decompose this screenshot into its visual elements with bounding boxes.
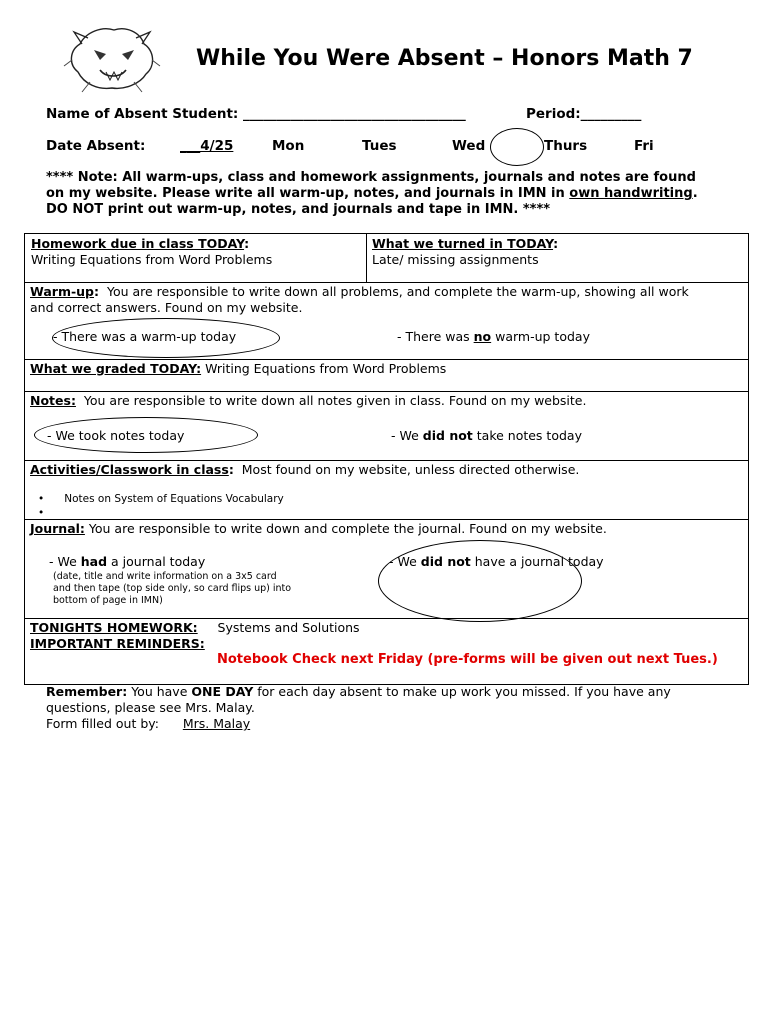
journal-label: Journal: [30, 521, 85, 536]
graded-label: What we graded TODAY: [30, 361, 202, 376]
note-line-2-end: . [692, 186, 698, 201]
journal-circle [378, 540, 582, 622]
journal-hint-2: and then tape (top side only, so card flips up) into [53, 583, 292, 594]
remember-line [46, 684, 746, 700]
activity-item: • Notes on System of Equations Vocabulary [38, 493, 284, 505]
activity-item: • [38, 507, 48, 519]
activity-item-text: Notes on System of Equations Vocabulary [64, 493, 284, 505]
form-filled-value: Mrs. Malay [182, 716, 251, 731]
remember-label: Remember: [46, 684, 128, 699]
student-name-field: Name of Absent Student: _________________________________ [46, 106, 466, 122]
notes-no-b: did not [422, 428, 473, 443]
warmup-text-1: You are responsible to write down all problems, and complete the warm-up, showing all work [106, 284, 689, 299]
tonight-value: Systems and Solutions [217, 620, 360, 635]
turned-in-label: What we turned in TODAY [372, 236, 554, 251]
journal-option-yes [49, 554, 205, 569]
homework-due-label: Homework due in class TODAY [31, 236, 245, 251]
notes-circle [34, 417, 258, 453]
activities-section: Activities/Classwork in class: Most found on my website, unless directed otherwise. • Notes on System of Equations Vocabulary • [24, 460, 749, 520]
note-line-3: DO NOT print out warm-up, notes, and journals and tape in IMN. **** [46, 202, 551, 217]
activities-label: Activities/Classwork in class [30, 462, 229, 477]
reminders-value: Notebook Check next Friday (pre-forms will be given out next Tues.) [217, 652, 718, 667]
remember-b: ONE DAY [191, 684, 254, 699]
day-tues: Tues [362, 138, 397, 154]
warmup-option-yes: - There was a warm-up today [53, 329, 237, 344]
remember-c: for each day absent to make up work you missed. If you have any [253, 684, 671, 699]
form-filled-line [46, 716, 746, 732]
remember-a: You have [127, 684, 192, 699]
note-line-2-text: on my website. Please write all warm-up, notes, and journals in IMN in [46, 186, 570, 201]
journal-no-c: have a journal today [470, 554, 604, 569]
homework-due-cell: Homework due in class TODAY: Writing Equations from Word Problems [24, 233, 367, 283]
period-field: Period:_________ [526, 106, 642, 122]
homework-due-value: Writing Equations from Word Problems [31, 252, 273, 267]
note-line-2 [46, 186, 736, 202]
warmup-label: Warm-up [30, 284, 95, 299]
tonight-label: TONIGHTS HOMEWORK: [30, 620, 198, 635]
date-absent-label: Date Absent: [46, 138, 146, 154]
note-block [46, 170, 736, 218]
warmup-no-a: - There was [397, 329, 474, 344]
journal-hint-1: (date, title and write information on a 3x5 card [53, 571, 277, 582]
notes-text: You are responsible to write down all notes given in class. Found on my website. [83, 393, 587, 408]
form-filled-label: Form filled out by: [46, 716, 159, 731]
day-thurs: Thurs [544, 138, 588, 154]
day-fri: Fri [634, 138, 654, 154]
note-line-1: **** Note: All warm-ups, class and homework assignments, journals and notes are found [46, 170, 696, 185]
journal-hint-3: bottom of page in IMN) [53, 595, 163, 606]
warmup-option-no [397, 329, 590, 344]
note-emphasis: own handwriting [569, 186, 693, 201]
graded-value: Writing Equations from Word Problems [205, 361, 447, 376]
footer-block [46, 684, 746, 732]
mascot-logo [60, 20, 164, 94]
warmup-section: Warm-up: You are responsible to write down all problems, and complete the warm-up, showing all work and correct answers. Found on my website. - There was a warm-up today - There was no warm-up today [24, 282, 749, 360]
warmup-no-b: no [473, 329, 492, 344]
warmup-text-2: and correct answers. Found on my website. [30, 300, 303, 315]
page-title: While You Were Absent – Honors Math 7 [196, 46, 693, 71]
reminders-label: IMPORTANT REMINDERS: [30, 636, 205, 651]
day-circle [490, 128, 544, 166]
journal-text: You are responsible to write down and complete the journal. Found on my website. [88, 521, 607, 536]
graded-section [24, 359, 749, 392]
warmup-circle [52, 318, 280, 358]
journal-yes-a: - We [49, 554, 81, 569]
homework-reminders-section [24, 618, 749, 685]
journal-no-a: - We [389, 554, 421, 569]
journal-no-b: did not [420, 554, 471, 569]
notes-label: Notes: [30, 393, 76, 408]
turned-in-value: Late/ missing assignments [372, 252, 539, 267]
notes-no-c: take notes today [472, 428, 582, 443]
warmup-no-c: warm-up today [491, 329, 590, 344]
day-wed: Wed [452, 138, 486, 154]
activities-text: Most found on my website, unless directed otherwise. [241, 462, 580, 477]
notes-option-yes: - We took notes today [47, 428, 185, 443]
turned-in-cell: What we turned in TODAY: Late/ missing assignments [366, 233, 749, 283]
day-mon: Mon [272, 138, 305, 154]
notes-option-no [391, 428, 582, 443]
notes-no-a: - We [391, 428, 423, 443]
remember-line-2: questions, please see Mrs. Malay. [46, 700, 255, 715]
journal-yes-c: a journal today [107, 554, 206, 569]
journal-yes-b: had [80, 554, 108, 569]
date-absent-value: ___4/25 [180, 138, 234, 154]
